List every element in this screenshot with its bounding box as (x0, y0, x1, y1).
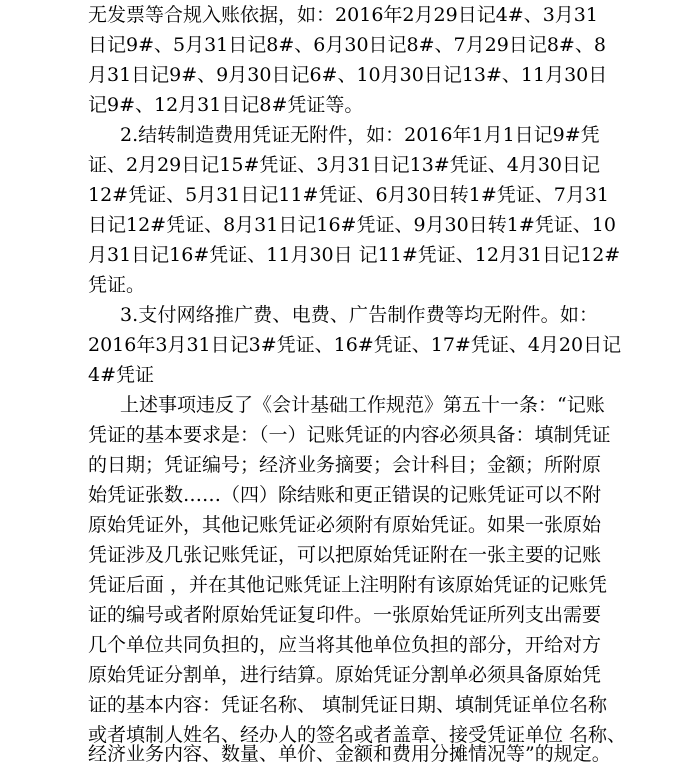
text-line: 凭证的基本要求是：（一）记账凭证的内容必须具备：填制凭证 (88, 424, 611, 446)
text-line: 原始凭证外，其他记账凭证必须附有原始凭证。如果一张原始 (88, 514, 602, 536)
text-line: 2016年3月31日记3#凭证、16#凭证、17#凭证、4月20日记 (88, 334, 622, 356)
text-line: 无发票等合规入账依据，如：2016年2月29日记4#、3月31 (88, 4, 598, 26)
text-line: 2.结转制造费用凭证无附件，如：2016年1月1日记9#凭 (120, 124, 600, 146)
text-line: 原始凭证分割单，进行结算。原始凭证分割单必须具备原始凭 (88, 664, 602, 686)
text-line: 4#凭证 (88, 364, 155, 386)
text-line: 凭证。 (88, 274, 146, 296)
text-line: 几个单位共同负担的，应当将其他单位负担的部分，开给对方 (88, 634, 602, 656)
text-line: 证、2月29日记15#凭证、3月31日记13#凭证、4月30日记 (88, 154, 600, 176)
text-line: 经济业务内容、数量、单价、金额和费用分摊情况等”的规定。 (88, 743, 611, 765)
text-line: 证的编号或者附原始凭证复印件。一张原始凭证所列支出需要 (88, 604, 602, 626)
text-line: 始凭证张数……（四）除结账和更正错误的记账凭证可以不附 (88, 484, 602, 506)
text-line: 月31日记16#凭证、11月30日 记11#凭证、12月31日记12# (88, 244, 621, 266)
text-line: 凭证后面 ，并在其他记账凭证上注明附有该原始凭证的记账凭 (88, 574, 608, 596)
text-line: 12#凭证、5月31日记11#凭证、6月30日转1#凭证、7月31 (88, 184, 609, 206)
text-line: 上述事项违反了《会计基础工作规范》第五十一条：“记账 (120, 394, 605, 416)
text-line: 记9#、12月31日记8#凭证等。 (88, 94, 364, 116)
text-line: 凭证涉及几张记账凭证，可以把原始凭证附在一张主要的记账 (88, 544, 602, 566)
text-line: 的日期；凭证编号；经济业务摘要；会计科目；金额；所附原 (88, 454, 602, 476)
text-line: 日记9#、5月31日记8#、6月30日记8#、7月29日记8#、8 (88, 34, 606, 56)
text-line: 证的基本内容：凭证名称、 填制凭证日期、填制凭证单位名称 (88, 694, 608, 716)
text-line: 或者填制人姓名、经办人的签名或者盖章、接受凭证单位 名称、 (88, 724, 627, 746)
text-line: 3.支付网络推广费、电费、广告制作费等均无附件。如： (120, 304, 598, 326)
text-line: 月31日记9#、9月30日记6#、10月30日记13#、11月30日 (88, 64, 608, 86)
text-line: 日记12#凭证、8月31日记16#凭证、9月30日转1#凭证、10 (88, 214, 616, 236)
